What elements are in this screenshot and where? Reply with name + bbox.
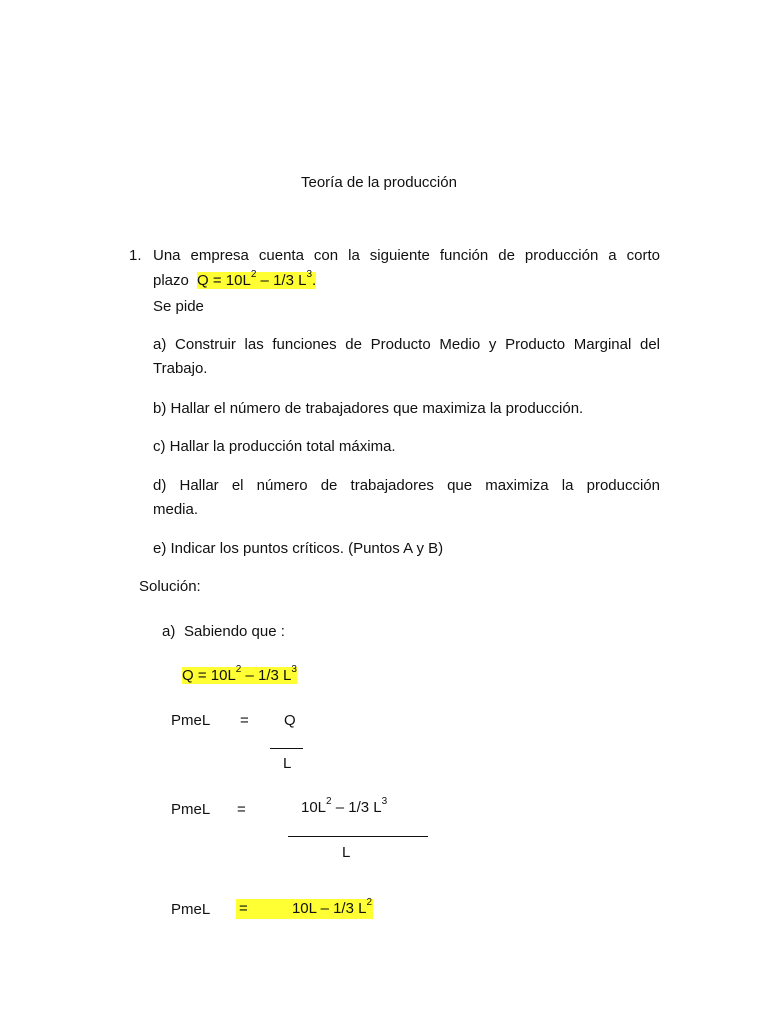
pmel3-result-highlight bbox=[236, 899, 373, 919]
pmel1-equals: = bbox=[240, 712, 249, 729]
pmel2-numerator: $10L^2 - 1/3$ $L^3$ bbox=[301, 796, 388, 816]
item-a-line2: Trabajo. bbox=[153, 360, 208, 377]
document-title: Teoría de la producción bbox=[301, 174, 457, 191]
pmel3-label: PmeL bbox=[171, 901, 211, 918]
pmel1-label: PmeL bbox=[171, 712, 211, 729]
pmel2-fraction-bar bbox=[288, 836, 428, 837]
pmel2-equals: = bbox=[237, 801, 246, 818]
production-function-highlight: $Q = 10L^2 - 1/3$ $L^3$. bbox=[197, 269, 317, 289]
item-d-line2: media. bbox=[153, 501, 199, 518]
item-d-line1: d) Hallar el número de trabajadores que maximiza la producción bbox=[153, 477, 660, 494]
production-equation-highlight: $Q = 10L^2 - 1/3$ $L^3$ bbox=[182, 664, 297, 684]
pmel1-denominator: L bbox=[283, 755, 292, 772]
item-c: c) Hallar la producción total máxima. bbox=[153, 438, 396, 455]
pmel2-denominator: L bbox=[342, 844, 351, 861]
pmel2-label: PmeL bbox=[171, 801, 211, 818]
solution-label: Solución: bbox=[139, 578, 201, 595]
item-b: b) Hallar el número de trabajadores que maximiza la producción. bbox=[153, 400, 584, 417]
step-a-text: Sabiendo que : bbox=[184, 623, 285, 640]
problem-statement-line2 bbox=[153, 271, 316, 291]
step-a-marker: a) bbox=[162, 623, 176, 640]
problem-statement-line1: Una empresa cuenta con la siguiente función de producción a corto bbox=[153, 247, 660, 264]
pmel3-equals: = bbox=[239, 900, 248, 917]
pmel1-fraction-bar bbox=[270, 748, 303, 749]
item-e: e) Indicar los puntos críticos. (Puntos A y B) bbox=[153, 540, 444, 557]
se-pide-text: Se pide bbox=[153, 298, 204, 315]
pmel1-numerator: Q bbox=[284, 712, 296, 729]
problem-number: 1. bbox=[129, 247, 142, 264]
plazo-text: plazo bbox=[153, 272, 189, 289]
item-a-line1: a) Construir las funciones de Producto Medio y Producto Marginal del bbox=[153, 336, 660, 353]
pmel3-result: 10L – 1/3 $L^2$ bbox=[291, 897, 373, 917]
